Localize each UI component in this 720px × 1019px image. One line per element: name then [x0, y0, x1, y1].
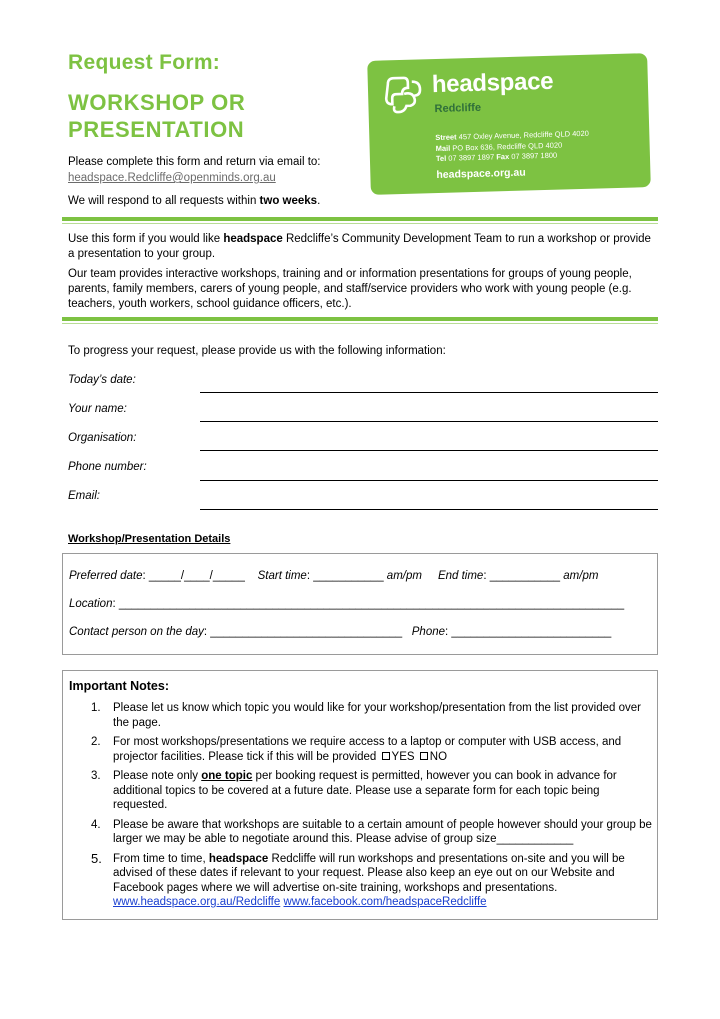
intro-block [68, 154, 320, 209]
note-number: 2. [91, 736, 101, 748]
note-text-prefix: Please note only [113, 770, 202, 782]
note-item [85, 852, 655, 910]
note-text-bold: headspace [208, 852, 269, 865]
contact-label: Contact person on the day [69, 626, 204, 638]
yes-label: YES [391, 750, 415, 763]
card-website: headspace.org.au [436, 166, 526, 182]
p1-suffix: Redcliffe’s Community Development Team to run a workshop or provide a presentation to your group. [68, 233, 651, 260]
divider-top-thin [62, 223, 658, 224]
note-number: 1. [91, 702, 101, 714]
fax-value: 07 3897 1800 [511, 150, 558, 161]
headspace-card [367, 53, 651, 195]
field-line-name[interactable] [200, 421, 658, 422]
location-row [69, 598, 624, 610]
note-text-bold: one topic [201, 770, 253, 782]
tel-value: 07 3897 1897 [448, 152, 495, 163]
contact-row [69, 626, 611, 638]
note-item [85, 735, 655, 764]
divider-bottom-thin [62, 323, 658, 324]
phone-blank[interactable]: : _________________________ [445, 626, 612, 638]
divider-bottom [62, 317, 658, 321]
note-text-prefix: From time to time, [113, 852, 209, 865]
field-label-organisation: Organisation: [68, 432, 137, 444]
field-line-email[interactable] [200, 509, 658, 510]
note-number: 4. [91, 818, 101, 831]
p1-prefix: Use this form if you would like [68, 233, 224, 245]
p1-bold: headspace [223, 233, 283, 245]
end-time-blank[interactable]: : ___________ [483, 570, 561, 582]
respond-suffix: . [317, 195, 321, 207]
progress-text: To progress your request, please provide us with the following information: [68, 345, 446, 357]
card-brand: headspace [431, 67, 554, 99]
intro-paragraph-1 [68, 232, 653, 262]
mail-value: PO Box 636, Redcliffe QLD 4020 [452, 140, 563, 153]
details-heading: Workshop/Presentation Details [68, 533, 231, 545]
field-label-date: Today’s date: [68, 374, 136, 386]
field-line-organisation[interactable] [200, 450, 658, 451]
card-location: Redcliffe [434, 101, 482, 116]
location-label: Location [69, 598, 113, 610]
headspace-logo-icon [382, 73, 429, 120]
fax-label: Fax [496, 152, 510, 162]
field-label-name: Your name: [68, 403, 127, 415]
phone-label: Phone [411, 626, 446, 638]
street-value: 457 Oxley Avenue, Redcliffe QLD 4020 [458, 128, 590, 142]
start-time-blank[interactable]: : ___________ [306, 570, 384, 582]
mail-label: Mail [435, 143, 451, 153]
divider-top [62, 217, 658, 221]
yes-checkbox[interactable] [382, 752, 390, 760]
no-label: NO [429, 750, 448, 763]
date-time-row [69, 570, 598, 582]
subtitle-line-1: WORKSHOP OR [68, 90, 246, 115]
notes-box [62, 670, 658, 920]
email-link[interactable]: headspace.Redcliffe@openminds.org.au [68, 172, 276, 184]
instruction-text: Please complete this form and return via email to: [68, 156, 321, 168]
location-blank[interactable]: : _______________________________________________________________________________ [112, 598, 625, 610]
no-checkbox[interactable] [420, 752, 428, 760]
field-label-phone: Phone number: [68, 461, 147, 473]
intro-paragraph-2: Our team provides interactive workshops, training and or information presentations for groups of young people, parents, family members, carers of young people, and staff/service providers who work with young people (e.g. teachers, youth workers, school guidance officers, etc.). [68, 268, 632, 310]
details-box [62, 553, 658, 655]
note-item [85, 818, 655, 847]
field-label-email: Email: [68, 490, 100, 502]
note-text-suffix: Redcliffe will run workshops and presentations on-site and you will be advised of these dates if relevant to your request. Please also keep an eye out on our Website and Facebook pages where we will advertise on-site training, workshops and presentations. [113, 852, 625, 894]
start-ampm: am/pm [386, 570, 422, 582]
respond-prefix: We will respond to all requests within [68, 195, 260, 207]
notes-title: Important Notes: [69, 679, 169, 693]
end-time-label: End time [437, 570, 484, 582]
notes-list [85, 701, 655, 915]
note-text: For most workshops/presentations we require access to a laptop or computer with USB access, and projector facilities. Please tick if this will be provided [113, 736, 622, 763]
field-line-date[interactable] [200, 392, 658, 393]
form-subtitle [68, 89, 245, 143]
note-text: Please be aware that workshops are suitable to a certain amount of people however should your group be larger we may be able to negotiate around this. Please advise of group size____________ [113, 818, 652, 845]
note-text: Please let us know which topic you would like for your workshop/presentation from the list provided over the page. [113, 702, 641, 729]
start-time-label: Start time [257, 570, 307, 582]
website-link[interactable]: www.headspace.org.au/Redcliffe [113, 896, 281, 908]
note-number: 5. [91, 850, 102, 866]
preferred-date-label: Preferred date [69, 570, 143, 582]
tel-label: Tel [435, 153, 447, 164]
card-details [435, 129, 589, 165]
note-text-suffix: per booking request is permitted, however you can book in advance for additional topics to be covered at a future date. Please use a separate form for each topic being requested. [113, 770, 617, 811]
note-item [85, 769, 655, 813]
end-ampm: am/pm [563, 570, 599, 582]
subtitle-line-2: PRESENTATION [68, 117, 245, 142]
preferred-date-blank[interactable]: : _____/____/_____ [142, 570, 245, 582]
street-label: Street [435, 132, 457, 143]
intro-paragraphs [68, 232, 653, 312]
contact-blank[interactable]: : ______________________________ [203, 626, 403, 638]
note-number: 3. [91, 770, 101, 782]
field-line-phone[interactable] [200, 480, 658, 481]
facebook-link[interactable]: www.facebook.com/headspaceRedcliffe [283, 896, 487, 908]
note-item [85, 701, 655, 730]
respond-bold: two weeks [259, 195, 318, 207]
form-title: Request Form: [68, 51, 221, 74]
respond-text [68, 193, 320, 209]
